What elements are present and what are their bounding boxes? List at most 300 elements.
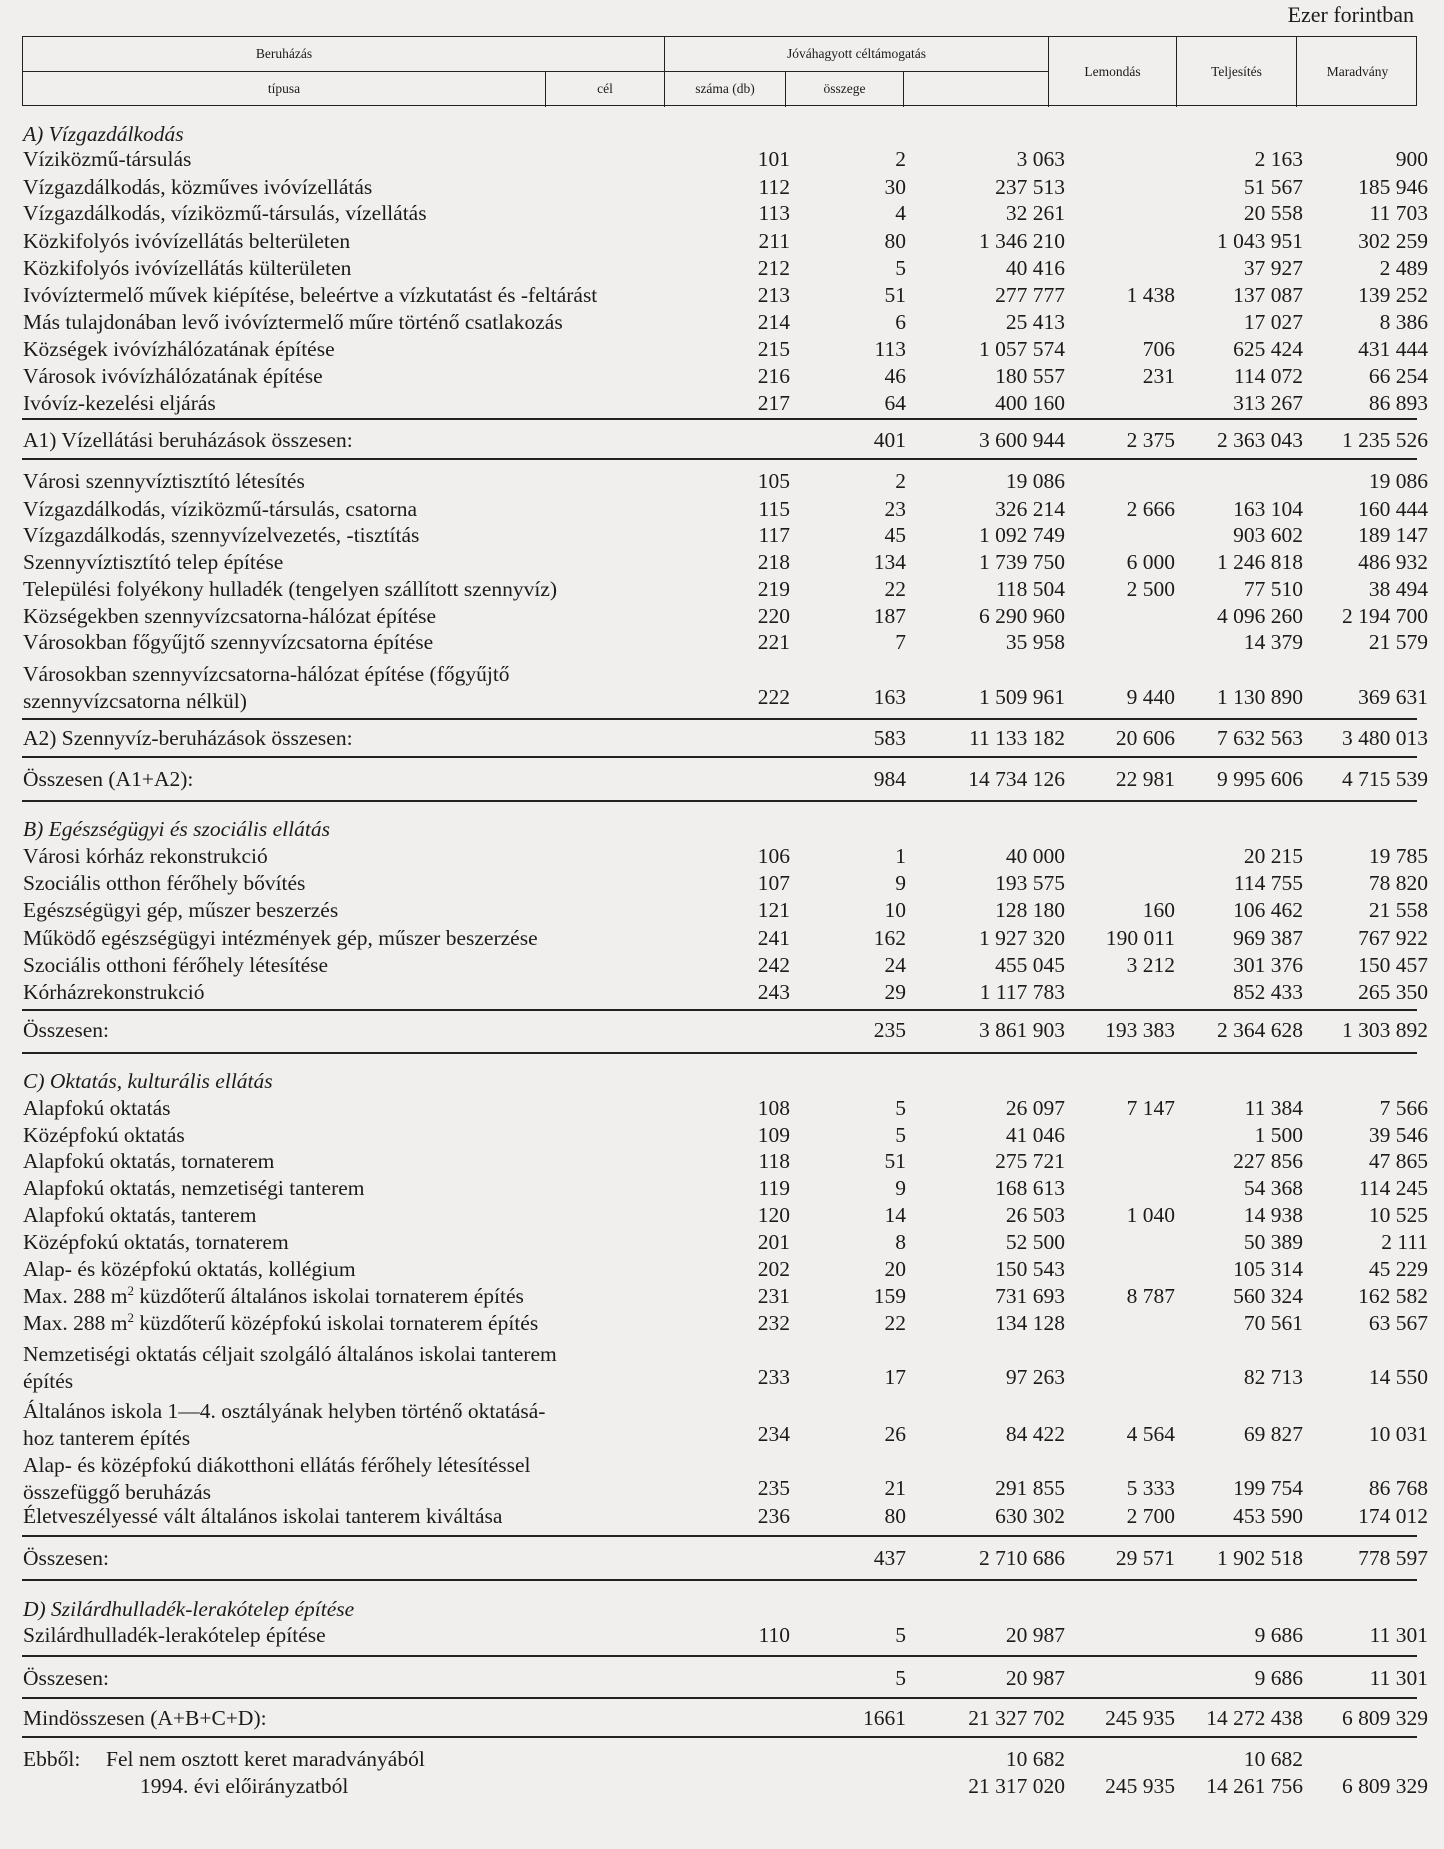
table-row	[22, 496, 1428, 523]
cell-lem: 3 212	[1126, 953, 1175, 977]
cell-cel: 242	[757, 953, 790, 977]
cell-osz: 2 710 686	[979, 1546, 1065, 1570]
cell-tel: 903 602	[1233, 523, 1303, 547]
cell-osz: 1 509 961	[979, 685, 1065, 709]
cell-cel: 212	[757, 256, 790, 280]
cell-mar: 189 147	[1358, 523, 1428, 547]
cell-cel: 214	[757, 310, 790, 334]
cell-lem: 2 666	[1126, 497, 1175, 521]
cell-tel: 969 387	[1233, 926, 1303, 950]
cell-lem: 7 147	[1126, 1096, 1175, 1120]
cell-lem: 160	[1142, 898, 1175, 922]
cell-lem: 2 500	[1126, 577, 1175, 601]
divider	[22, 1736, 1417, 1738]
row-label: Más tulajdonában levő ivóvíztermelő műre történő csatlakozás	[23, 310, 563, 334]
cell-mar: 2 489	[1379, 256, 1428, 280]
table-header	[22, 36, 1417, 106]
cell-cel: 117	[758, 523, 790, 547]
cell-osz: 19 086	[1005, 469, 1065, 493]
table-row	[22, 228, 1428, 255]
row-label: Községek ivóvízhálózatának építése	[23, 337, 335, 361]
table-row	[22, 390, 1428, 417]
cell-mar: 6 809 329	[1342, 1706, 1428, 1730]
cell-cel: 202	[757, 1257, 790, 1281]
cell-mar: 19 785	[1368, 844, 1428, 868]
cell-tel: 105 314	[1233, 1257, 1303, 1281]
cell-mar: 10 031	[1368, 1422, 1428, 1446]
cell-db: 22	[884, 577, 906, 601]
table-row	[22, 549, 1428, 576]
cell-osz: 118 504	[995, 577, 1065, 601]
cell-lem: 2 375	[1126, 428, 1175, 452]
cell-osz: 14 734 126	[968, 767, 1065, 791]
row-label-wrapped	[23, 661, 668, 715]
cell-tel: 114 072	[1233, 364, 1303, 388]
table-row	[22, 309, 1428, 336]
cell-db: 7	[895, 630, 906, 654]
table-row	[22, 870, 1428, 897]
cell-tel: 852 433	[1233, 980, 1303, 1004]
cell-osz: 41 046	[1005, 1123, 1065, 1147]
table-row	[22, 952, 1428, 979]
table-row	[22, 363, 1428, 390]
divider	[22, 718, 1417, 720]
table-row	[22, 1175, 1428, 1202]
cell-mar: 150 457	[1358, 953, 1428, 977]
cell-db: 1661	[863, 1706, 906, 1730]
cell-tel: 14 272 438	[1206, 1706, 1303, 1730]
table-row	[22, 629, 1428, 656]
cell-db: 9	[895, 1176, 906, 1200]
row-label: Víziközmű-társulás	[23, 147, 192, 171]
cell-cel: 234	[757, 1422, 790, 1446]
cell-db: 113	[874, 337, 906, 361]
row-label: Szociális otthoni férőhely létesítése	[23, 953, 329, 977]
table-row	[22, 1282, 1428, 1310]
cell-lem: 5 333	[1126, 1476, 1175, 1500]
ebbol-label: Ebből:	[23, 1747, 81, 1771]
cell-osz: 3 861 903	[979, 1018, 1065, 1042]
cell-db: 159	[873, 1284, 906, 1308]
row-label: Vízgazdálkodás, víziközmű-társulás, csatorna	[23, 497, 418, 521]
divider	[22, 1697, 1417, 1699]
row-label-wrapped	[23, 1452, 668, 1506]
cell-tel: 14 261 756	[1206, 1774, 1303, 1798]
cell-lem: 1 040	[1126, 1203, 1175, 1227]
cell-cel: 220	[757, 604, 790, 628]
cell-mar: 486 932	[1358, 550, 1428, 574]
cell-mar: 2 194 700	[1342, 604, 1428, 628]
cell-tel: 51 567	[1243, 175, 1303, 199]
cell-cel: 222	[757, 685, 790, 709]
cell-tel: 82 713	[1243, 1365, 1303, 1389]
table-row	[22, 897, 1428, 924]
table-row	[22, 725, 1428, 752]
cell-db: 30	[884, 175, 906, 199]
header-osszege: összege	[823, 81, 866, 96]
table-row	[22, 255, 1428, 282]
cell-mar: 139 252	[1358, 283, 1428, 307]
row-label: Életveszélyessé vált általános iskolai tanterem kiváltása	[23, 1504, 503, 1528]
cell-osz: 35 958	[1005, 630, 1065, 654]
table-row	[22, 1122, 1428, 1149]
cell-osz: 52 500	[1005, 1230, 1065, 1254]
cell-cel: 219	[757, 577, 790, 601]
cell-cel: 113	[758, 201, 790, 225]
cell-tel: 77 510	[1243, 577, 1303, 601]
cell-db: 583	[873, 726, 906, 750]
cell-tel: 14 379	[1243, 630, 1303, 654]
cell-db: 134	[873, 550, 906, 574]
cell-mar: 19 086	[1368, 469, 1428, 493]
row-label: Alapfokú oktatás	[23, 1096, 171, 1120]
row-label: Városok ivóvízhálózatának építése	[23, 364, 323, 388]
row-label-wrapped	[23, 1341, 668, 1395]
row-label: Vízgazdálkodás, szennyvízelvezetés, -tisztítás	[23, 523, 420, 547]
divider	[22, 1535, 1417, 1537]
cell-mar: 1 303 892	[1342, 1018, 1428, 1042]
divider	[22, 458, 1417, 460]
cell-osz: 400 160	[995, 391, 1065, 415]
cell-db: 26	[884, 1422, 906, 1446]
section-title	[22, 1596, 1417, 1623]
cell-lem: 2 700	[1126, 1504, 1175, 1528]
cell-mar: 14 550	[1368, 1365, 1428, 1389]
table-row	[22, 1665, 1428, 1692]
row-label-line1: Városokban szennyvízcsatorna-hálózat építése (főgyűjtő	[23, 662, 510, 686]
table-row	[22, 603, 1428, 630]
cell-osz: 237 513	[995, 175, 1065, 199]
cell-mar: 3 480 013	[1342, 726, 1428, 750]
cell-cel: 106	[757, 844, 790, 868]
cell-mar: 45 229	[1368, 1257, 1428, 1281]
cell-osz: 21 327 702	[968, 1706, 1065, 1730]
cell-lem: 1 438	[1126, 283, 1175, 307]
cell-db: 984	[873, 767, 906, 791]
cell-tel: 1 130 890	[1217, 685, 1303, 709]
cell-mar: 767 922	[1358, 926, 1428, 950]
cell-db: 2	[895, 147, 906, 171]
cell-mar: 11 703	[1369, 201, 1428, 225]
ebbol-item-label: 1994. évi előirányzatból	[140, 1774, 349, 1798]
cell-tel: 20 215	[1243, 844, 1303, 868]
row-label: Összesen:	[23, 1018, 109, 1042]
row-label-line1: Alap- és középfokú diákotthoni ellátás férőhely létesítéssel	[23, 1453, 531, 1477]
cell-db: 401	[873, 428, 906, 452]
cell-lem: 20 606	[1115, 726, 1175, 750]
cell-db: 9	[895, 871, 906, 895]
cell-tel: 106 462	[1233, 898, 1303, 922]
header-szama: száma (db)	[695, 81, 755, 96]
cell-db: 163	[873, 685, 906, 709]
cell-mar: 185 946	[1358, 175, 1428, 199]
cell-tel: 70 561	[1243, 1311, 1303, 1335]
cell-db: 80	[884, 1504, 906, 1528]
cell-osz: 134 128	[995, 1311, 1065, 1335]
cell-db: 5	[895, 1096, 906, 1120]
row-label: Összesen:	[23, 1546, 109, 1570]
cell-mar: 7 566	[1379, 1096, 1428, 1120]
cell-db: 51	[884, 283, 906, 307]
cell-mar: 78 820	[1368, 871, 1428, 895]
row-label: Kórházrekonstrukció	[23, 980, 205, 1004]
cell-tel: 9 995 606	[1217, 767, 1303, 791]
row-label: Ivóvíztermelő művek kiépítése, beleértve a vízkutatást és -feltárást	[23, 283, 598, 307]
cell-tel: 560 324	[1233, 1284, 1303, 1308]
table-row	[22, 427, 1428, 454]
row-label: Vízgazdálkodás, közműves ivóvízellátás	[23, 175, 373, 199]
cell-osz: 25 413	[1005, 310, 1065, 334]
cell-tel: 227 856	[1233, 1149, 1303, 1173]
cell-tel: 114 755	[1233, 871, 1303, 895]
cell-mar: 11 301	[1369, 1623, 1428, 1647]
table-row	[22, 522, 1428, 549]
cell-tel: 1 246 818	[1217, 550, 1303, 574]
cell-db: 45	[884, 523, 906, 547]
cell-cel: 112	[758, 175, 790, 199]
row-label-line2: építés	[23, 1369, 74, 1393]
cell-db: 235	[873, 1018, 906, 1042]
cell-lem: 706	[1142, 337, 1175, 361]
cell-mar: 4 715 539	[1342, 767, 1428, 791]
cell-cel: 236	[757, 1504, 790, 1528]
row-label-line2: hoz tanterem építés	[23, 1426, 191, 1450]
table-row	[22, 146, 1428, 173]
table-row	[22, 282, 1428, 309]
cell-cel: 201	[757, 1230, 790, 1254]
table-row	[22, 1229, 1428, 1256]
cell-tel: 163 104	[1233, 497, 1303, 521]
cell-db: 17	[884, 1365, 906, 1389]
header-maradvany: Maradvány	[1326, 64, 1389, 79]
ebbol-item-label: Fel nem osztott keret maradványából	[106, 1747, 425, 1771]
cell-lem: 9 440	[1126, 685, 1175, 709]
row-label: Ivóvíz-kezelési eljárás	[23, 391, 216, 415]
row-label: Alapfokú oktatás, tornaterem	[23, 1149, 275, 1173]
row-label-line1: Nemzetiségi oktatás céljait szolgáló általános iskolai tanterem	[23, 1342, 557, 1366]
cell-db: 5	[895, 1123, 906, 1147]
cell-db: 1	[895, 844, 906, 868]
table-row	[22, 200, 1428, 227]
cell-mar: 778 597	[1358, 1546, 1428, 1570]
cell-tel: 17 027	[1243, 310, 1303, 334]
section-label: B) Egészségügyi és szociális ellátás	[23, 817, 330, 841]
row-label: Középfokú oktatás, tornaterem	[23, 1230, 289, 1254]
row-label: Max. 288 $m^2$ küzdőterű általános iskolai tornaterem építés	[23, 1282, 524, 1308]
cell-db: 80	[884, 229, 906, 253]
cell-mar: 1 235 526	[1342, 428, 1428, 452]
row-label: Községekben szennyvízcsatorna-hálózat építése	[23, 604, 437, 628]
row-label-line2: összefüggő beruházás	[23, 1480, 212, 1504]
table-row	[22, 1017, 1428, 1044]
row-label: Közkifolyós ivóvízellátás belterületen	[23, 229, 351, 253]
divider	[22, 418, 1417, 420]
table-row	[22, 1705, 1428, 1732]
cell-osz: 1 117 783	[979, 980, 1065, 1004]
cell-mar: 2 111	[1381, 1230, 1428, 1254]
cell-cel: 108	[757, 1096, 790, 1120]
cell-db: 10	[884, 898, 906, 922]
cell-lem: 8 787	[1126, 1284, 1175, 1308]
cell-db: 14	[884, 1203, 906, 1227]
cell-osz: 11 133 182	[969, 726, 1065, 750]
cell-tel: 1 043 951	[1217, 229, 1303, 253]
cell-cel: 115	[758, 497, 790, 521]
table-row	[22, 576, 1428, 603]
cell-mar: 174 012	[1358, 1504, 1428, 1528]
table-row	[22, 979, 1428, 1006]
row-label: Összesen (A1+A2):	[23, 767, 194, 791]
cell-tel: 199 754	[1233, 1476, 1303, 1500]
cell-tel: 50 389	[1243, 1230, 1303, 1254]
cell-tel: 2 163	[1254, 147, 1303, 171]
cell-osz: 1 092 749	[979, 523, 1065, 547]
divider	[22, 1579, 1417, 1581]
cell-cel: 211	[758, 229, 790, 253]
cell-mar: 160 444	[1358, 497, 1428, 521]
divider	[22, 1052, 1417, 1054]
cell-mar: 369 631	[1358, 685, 1428, 709]
cell-tel: 137 087	[1233, 283, 1303, 307]
table-row	[22, 1309, 1428, 1337]
row-label: Szociális otthon férőhely bővítés	[23, 871, 306, 895]
cell-db: 21	[884, 1476, 906, 1500]
section-label: A) Vízgazdálkodás	[23, 122, 184, 146]
cell-db: 64	[884, 391, 906, 415]
row-label: Szilárdhulladék-lerakótelep építése	[23, 1623, 326, 1647]
divider	[22, 800, 1417, 802]
row-label-line2: szennyvízcsatorna nélkül)	[23, 689, 247, 713]
cell-mar: 86 768	[1368, 1476, 1428, 1500]
cell-mar: 265 350	[1358, 980, 1428, 1004]
cell-osz: 10 682	[1005, 1747, 1065, 1771]
cell-tel: 453 590	[1233, 1504, 1303, 1528]
cell-osz: 168 613	[995, 1176, 1065, 1200]
cell-osz: 326 214	[995, 497, 1065, 521]
cell-lem: 245 935	[1105, 1774, 1175, 1798]
section-title	[22, 816, 1417, 843]
cell-db: 437	[873, 1546, 906, 1570]
cell-lem: 193 383	[1105, 1018, 1175, 1042]
cell-db: 5	[895, 1666, 906, 1690]
cell-tel: 2 364 628	[1217, 1018, 1303, 1042]
table-row	[22, 336, 1428, 363]
cell-osz: 277 777	[995, 283, 1065, 307]
cell-tel: 1 902 518	[1217, 1546, 1303, 1570]
section-title	[22, 121, 1417, 148]
header-jovahagyott: Jóváhagyott céltámogatás	[786, 46, 927, 61]
cell-osz: 3 063	[1016, 147, 1065, 171]
cell-tel: 4 096 260	[1217, 604, 1303, 628]
row-label: Alapfokú oktatás, tanterem	[23, 1203, 257, 1227]
cell-cel: 233	[757, 1365, 790, 1389]
row-label: Max. 288 $m^2$ küzdőterű középfokú iskolai tornaterem építés	[23, 1309, 539, 1335]
cell-osz: 84 422	[1005, 1422, 1065, 1446]
table-row	[22, 1256, 1428, 1283]
cell-cel: 241	[757, 926, 790, 950]
table-row	[22, 174, 1428, 201]
cell-cel: 232	[757, 1311, 790, 1335]
cell-cel: 235	[757, 1476, 790, 1500]
cell-osz: 275 721	[995, 1149, 1065, 1173]
cell-cel: 217	[757, 391, 790, 415]
cell-mar: 38 494	[1368, 577, 1428, 601]
table-row	[22, 766, 1428, 793]
row-label: A1) Vízellátási beruházások összesen:	[23, 428, 353, 452]
cell-db: 51	[884, 1149, 906, 1173]
cell-osz: 40 416	[1005, 256, 1065, 280]
cell-db: 20	[884, 1257, 906, 1281]
cell-cel: 105	[757, 469, 790, 493]
cell-tel: 54 368	[1243, 1176, 1303, 1200]
cell-osz: 731 693	[995, 1284, 1065, 1308]
cell-mar: 39 546	[1368, 1123, 1428, 1147]
cell-osz: 20 987	[1005, 1623, 1065, 1647]
row-label: Működő egészségügyi intézmények gép, műszer beszerzése	[23, 926, 538, 950]
cell-osz: 20 987	[1005, 1666, 1065, 1690]
cell-osz: 630 302	[995, 1504, 1065, 1528]
cell-mar: 302 259	[1358, 229, 1428, 253]
row-label: Alap- és középfokú oktatás, kollégium	[23, 1257, 356, 1281]
divider	[22, 756, 1417, 758]
cell-osz: 291 855	[995, 1476, 1065, 1500]
cell-cel: 221	[757, 630, 790, 654]
row-label: Városokban főgyűjtő szennyvízcsatorna építése	[23, 630, 434, 654]
row-label: Közkifolyós ivóvízellátás külterületen	[23, 256, 352, 280]
cell-db: 6	[895, 310, 906, 334]
cell-mar: 11 301	[1369, 1666, 1428, 1690]
cell-db: 162	[873, 926, 906, 950]
table-row	[22, 1622, 1428, 1649]
header-cel: cél	[597, 81, 613, 96]
section-label: D) Szilárdhulladék-lerakótelep építése	[23, 1597, 355, 1621]
header-beruhazas: Beruházás	[255, 46, 313, 61]
cell-cel: 118	[758, 1149, 790, 1173]
cell-mar: 431 444	[1358, 337, 1428, 361]
cell-osz: 1 739 750	[979, 550, 1065, 574]
table-row	[22, 843, 1428, 870]
cell-cel: 213	[757, 283, 790, 307]
table-row	[22, 1095, 1428, 1122]
cell-tel: 9 686	[1254, 1623, 1303, 1647]
cell-lem: 190 011	[1105, 926, 1175, 950]
cell-cel: 231	[757, 1284, 790, 1308]
divider	[22, 1655, 1417, 1657]
row-label: Városi kórház rekonstrukció	[23, 844, 268, 868]
cell-tel: 9 686	[1254, 1666, 1303, 1690]
table-row	[22, 925, 1428, 952]
cell-mar: 6 809 329	[1342, 1774, 1428, 1798]
cell-mar: 86 893	[1368, 391, 1428, 415]
cell-cel: 243	[757, 980, 790, 1004]
section-title	[22, 1068, 1417, 1095]
cell-lem: 231	[1142, 364, 1175, 388]
table-row	[22, 468, 1428, 495]
cell-cel: 218	[757, 550, 790, 574]
cell-osz: 6 290 960	[979, 604, 1065, 628]
row-label: Városi szennyvíztisztító létesítés	[23, 469, 305, 493]
cell-mar: 900	[1395, 147, 1428, 171]
cell-cel: 110	[758, 1623, 790, 1647]
cell-osz: 455 045	[995, 953, 1065, 977]
cell-osz: 3 600 944	[979, 428, 1065, 452]
cell-db: 4	[895, 201, 906, 225]
cell-db: 8	[895, 1230, 906, 1254]
cell-tel: 20 558	[1243, 201, 1303, 225]
cell-db: 5	[895, 256, 906, 280]
cell-tel: 14 938	[1243, 1203, 1303, 1227]
cell-cel: 107	[757, 871, 790, 895]
